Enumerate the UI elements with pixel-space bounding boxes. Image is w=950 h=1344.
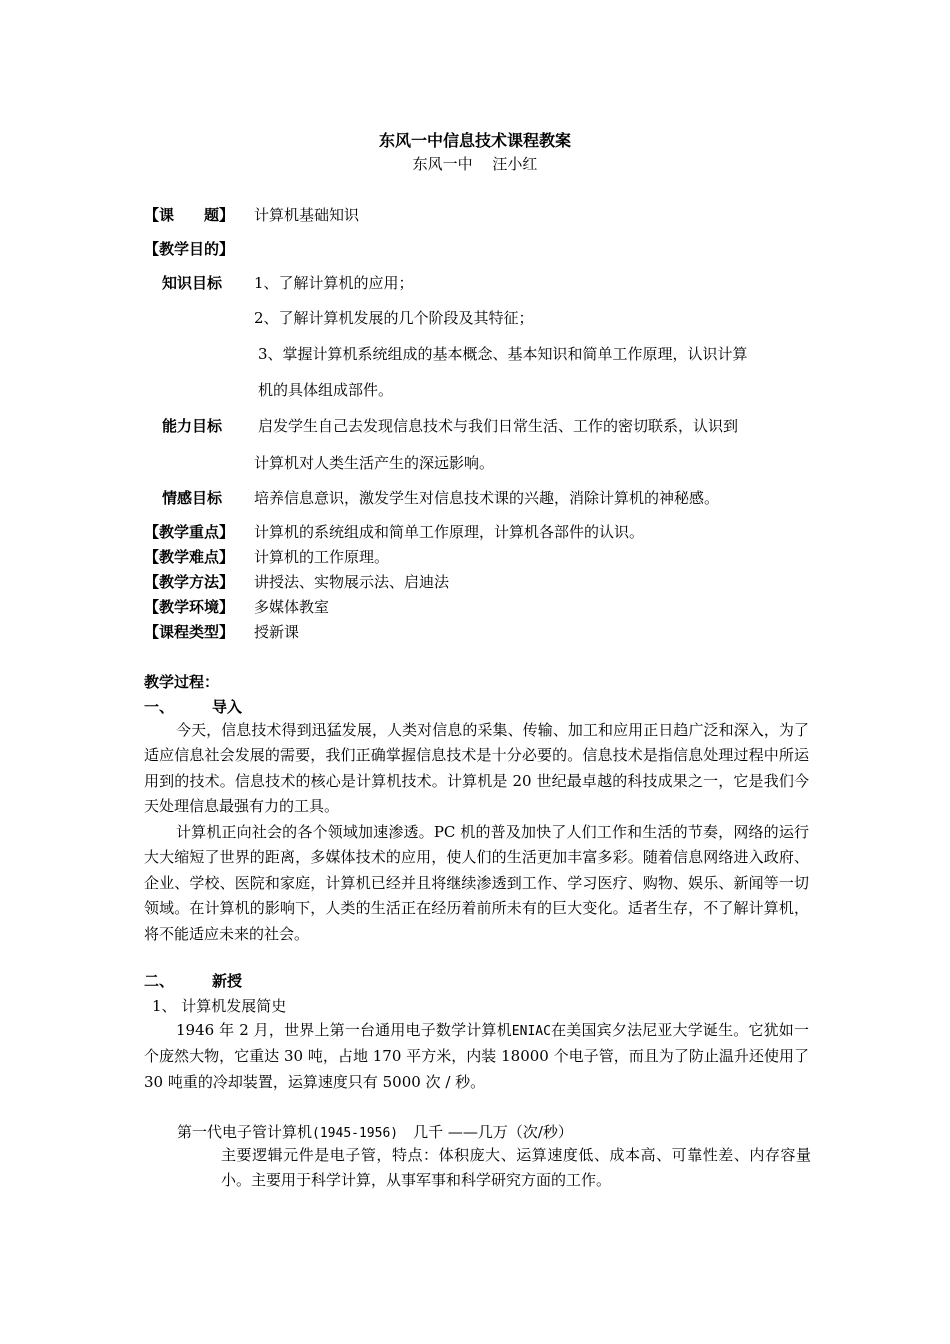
key-points-label: 【教学重点】 xyxy=(144,523,235,541)
gen1-years: (1945-1956) xyxy=(312,1126,399,1141)
gen1-title: 第一代电子管计算机 xyxy=(177,1123,313,1141)
goals-label: 【教学目的】 xyxy=(144,240,235,258)
difficulty-value: 计算机的工作原理。 xyxy=(254,548,390,566)
difficulty-label: 【教学难点】 xyxy=(144,548,235,566)
ability-line: 计算机对人类生活产生的深远影响。 xyxy=(254,454,495,472)
section1-number: 一、 xyxy=(144,698,175,716)
environment-label: 【教学环境】 xyxy=(144,598,235,616)
knowledge-label: 知识目标 xyxy=(162,274,223,292)
intro-paragraph-1: 今天，信息技术得到迅猛发展，人类对信息的采集、传输、加工和应用正日趋广泛和深入，为了适应信息社会发展的需要，我们正确掌握信息技术是十分必要的。信息技术是指信息处理过程中所运用到的技术。信息技术的核心是计算机技术。计算机是 20 世纪最卓越的科技成果之一，它是我们今天处理信息最强有力的工具。 xyxy=(144,721,809,816)
gen1-description: 主要逻辑元件是电子管，特点：体积庞大、运算速度低、成本高、可靠性差、内存容量小。主要用于科学计算，从事军事和科学研究方面的工作。 xyxy=(221,1146,811,1190)
knowledge-item: 机的具体组成部件。 xyxy=(258,381,394,399)
history-text-b: 在美国宾夕法尼亚大学诞生。它犹如一个庞然大物，它重达 30 吨，占地 170 平方米，内装 18000 个电子管，而且为了防止温升还使用了 30 吨重的冷却装置，运算速度只有 5000 次 / 秒。 xyxy=(144,1021,809,1091)
section1-title: 导入 xyxy=(212,698,243,716)
environment-value: 多媒体教室 xyxy=(254,598,330,616)
intro-paragraph-2: 计算机正向社会的各个领域加速渗透。PC 机的普及加快了人们工作和生活的节奏，网络的运行大大缩短了世界的距离，多媒体技术的应用，使人们的生活更加丰富多彩。随着信息网络进入政府、企业、学校、医院和家庭，计算机已经并且将继续渗透到工作、学习医疗、购物、娱乐、新闻等一切领域。在计算机的影响下，人类的生活正在经历着前所未有的巨大变化。适者生存，不了解计算机，将不能适应未来的社会。 xyxy=(144,823,809,943)
ability-label: 能力目标 xyxy=(162,417,223,435)
eniac-term: ENIAC xyxy=(511,1024,551,1039)
course-type-value: 授新课 xyxy=(254,623,300,641)
section2-number: 二、 xyxy=(144,972,175,990)
emotion-text: 培养信息意识，激发学生对信息技术课的兴趣，消除计算机的神秘感。 xyxy=(254,489,720,507)
process-heading: 教学过程： xyxy=(144,673,220,691)
topic-value: 计算机基础知识 xyxy=(254,206,360,224)
method-label: 【教学方法】 xyxy=(144,573,235,591)
first-generation-line xyxy=(177,1121,573,1142)
history-paragraph xyxy=(144,1018,809,1095)
author-line: 东风一中 汪小红 xyxy=(412,155,538,173)
knowledge-item: 2、了解计算机发展的几个阶段及其特征； xyxy=(254,309,534,327)
knowledge-item: 3、掌握计算机系统组成的基本概念、基本知识和简单工作原理，认识计算 xyxy=(258,345,748,363)
section2-title: 新授 xyxy=(212,972,243,990)
emotion-label: 情感目标 xyxy=(162,489,223,507)
topic-label: 【课 题】 xyxy=(144,206,235,224)
page-title: 东风一中信息技术课程教案 xyxy=(378,131,571,150)
ability-line: 启发学生自己去发现信息技术与我们日常生活、工作的密切联系，认识到 xyxy=(258,417,739,435)
gen1-speed: 几千 ——几万（次/秒） xyxy=(398,1123,573,1141)
course-type-label: 【课程类型】 xyxy=(144,623,235,641)
key-points-value: 计算机的系统组成和简单工作原理，计算机各部件的认识。 xyxy=(254,523,645,541)
subsection-title: 1、 计算机发展简史 xyxy=(152,997,287,1015)
knowledge-item: 1、了解计算机的应用； xyxy=(254,274,414,292)
history-text-a: 1946 年 2 月，世界上第一台通用电子数学计算机 xyxy=(176,1021,512,1039)
method-value: 讲授法、实物展示法、启迪法 xyxy=(254,573,450,591)
